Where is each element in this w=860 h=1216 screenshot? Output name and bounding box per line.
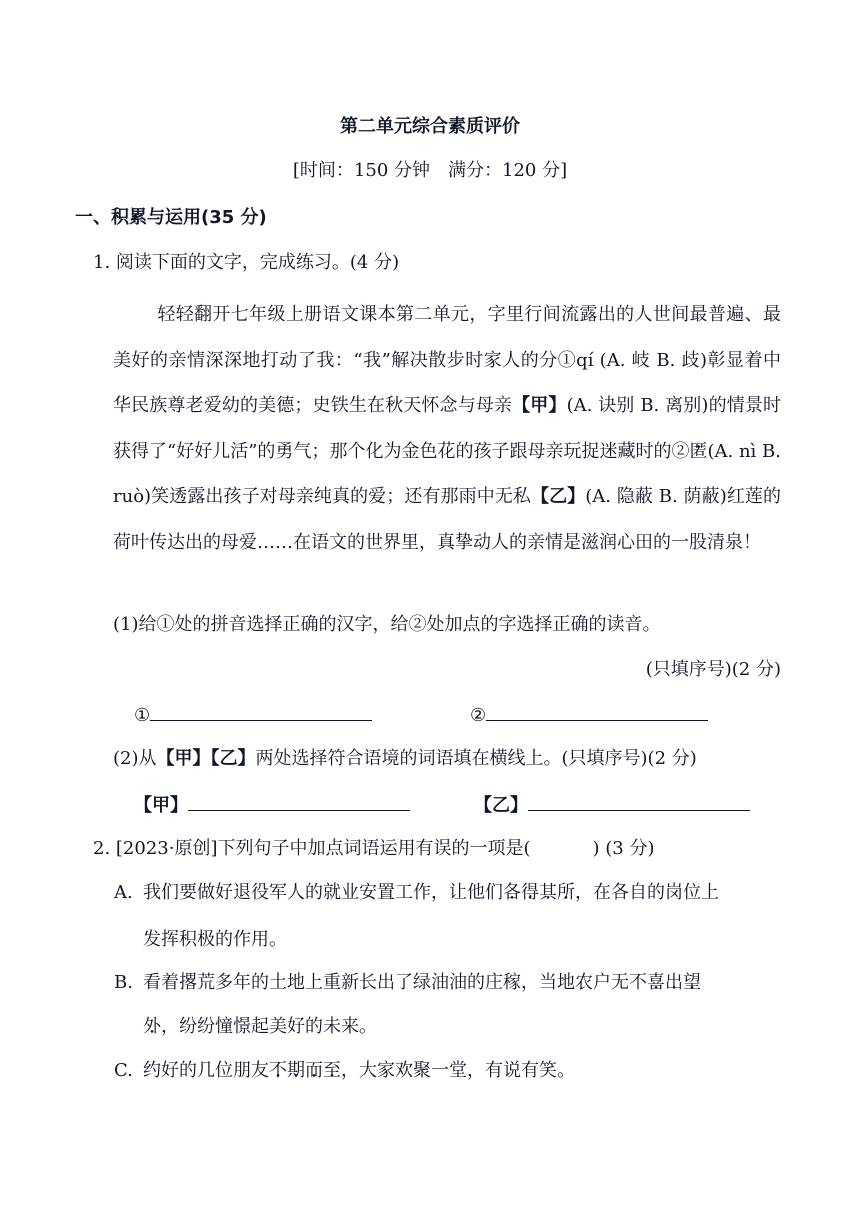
blank-1-line[interactable] (150, 702, 372, 721)
option-a-post: ，在各自的岗位上 (575, 882, 719, 903)
blank-2-line[interactable] (486, 702, 708, 721)
subquestion-2-yi: 【乙】 (210, 748, 256, 769)
exam-meta: [时间：150 分钟 满分：120 分] (292, 160, 568, 181)
subquestion-2-text: 两处选择符合语境的词语填在横线上。(只填序号)(2 分) (255, 748, 697, 769)
blank-1-label: ① (134, 705, 151, 726)
option-a-text (143, 880, 719, 906)
bracket-yi: 【乙】 (530, 486, 586, 507)
passage-part-4: (A. 隐蔽 B. 荫蔽)红莲的荷叶传达出的母爱……在语文的世界里，真挚动人的亲情是滋润心田的一股清泉！ (113, 486, 781, 553)
question-2-stem-text: 2. [2023·原创]下列句子中加点词语运用有误的一项是( (93, 838, 531, 859)
blank-jia-line[interactable] (188, 792, 410, 811)
subquestion-2 (113, 746, 697, 772)
option-c-post: ，大家欢聚一堂，有说有笑。 (341, 1060, 575, 1081)
option-b-line2 (143, 1014, 377, 1040)
answer-row-1 (134, 702, 372, 729)
subquestion-2-jia: 【甲】 (156, 748, 211, 769)
option-c-text (143, 1058, 575, 1084)
option-c-dot-2: 期 • (287, 1058, 305, 1084)
answer-row-2 (470, 702, 708, 729)
passage-part-3: (A. nì B. ruò)笑透露出孩子对母亲纯真的爱；还有那雨中无私 (113, 440, 781, 507)
blank-2-label: ② (470, 705, 487, 726)
blank-yi-line[interactable] (528, 792, 750, 811)
option-a-line2: 发挥积极的作用。 (143, 929, 287, 950)
dotted-char-ni: 匿 • (690, 429, 708, 475)
option-b-post: ，纷纷憧憬起美好的未来。 (161, 1016, 377, 1037)
question-1-passage (113, 292, 781, 565)
option-c-dot-1: 不 • (269, 1058, 287, 1084)
question-2-score: ) (3 分) (592, 838, 655, 859)
passage-part-2: (A. 诀别 B. 离别)的情景时获得了“好好儿活”的勇气；那个化为金色花的孩子跟母亲玩捉迷藏时的② (113, 395, 782, 462)
option-b-text (143, 970, 701, 996)
subquestion-1: (1)给①处的拼音选择正确的汉字，给②处加点的字选择正确的读音。 (113, 614, 661, 635)
blank-jia-label: 【甲】 (134, 795, 188, 816)
answer-row-yi (474, 792, 750, 819)
subquestion-1-note: (只填序号)(2 分) (645, 659, 781, 680)
option-b-dot-1: 喜 • (647, 970, 665, 996)
option-b-dot-2: 出 • (665, 970, 683, 996)
option-c-label: C. (114, 1060, 133, 1081)
subquestion-2-prefix: (2)从 (113, 748, 157, 769)
option-a-dot-1: 各 • (503, 880, 521, 906)
option-a-dot-4: 所 • (557, 880, 575, 906)
question-2-stem (93, 836, 654, 862)
option-c-dot-3: 而 • (305, 1058, 323, 1084)
option-b-dot-3: 望 • (683, 970, 701, 996)
option-a-dot-3: 其 • (539, 880, 557, 906)
bracket-jia: 【甲】 (512, 395, 567, 416)
passage-part-1: 轻轻翻开七年级上册语文课本第二单元，字里行间流露出的人世间最普遍、最美好的亲情深深地打动了我：“我”解决散步时家人的分①qí (A. 岐 B. 歧)彰显着中华民族尊老爱幼的美德；史铁生在秋天怀念与母亲 (113, 304, 781, 416)
option-b-label: B. (114, 972, 133, 993)
page-title: 第二单元综合素质评价 (340, 116, 520, 137)
question-1-stem: 1. 阅读下面的文字，完成练习。(4 分) (93, 252, 400, 273)
answer-row-jia (134, 792, 410, 819)
option-a-dot-2: 得 • (521, 880, 539, 906)
option-c-dot-4: 至 • (323, 1058, 341, 1084)
option-c-pre: 约好的几位朋友 (143, 1060, 269, 1081)
option-b-dot-4: 外 • (143, 1014, 161, 1040)
option-b-pre: 看着撂荒多年的土地上重新长出了绿油油的庄稼，当地农户无不 (143, 972, 647, 993)
section-heading: 一、积累与运用(35 分) (75, 207, 267, 228)
option-a-label: A. (114, 882, 133, 903)
blank-yi-label: 【乙】 (474, 795, 528, 816)
option-a-pre: 我们要做好退役军人的就业安置工作，让他们 (143, 882, 503, 903)
